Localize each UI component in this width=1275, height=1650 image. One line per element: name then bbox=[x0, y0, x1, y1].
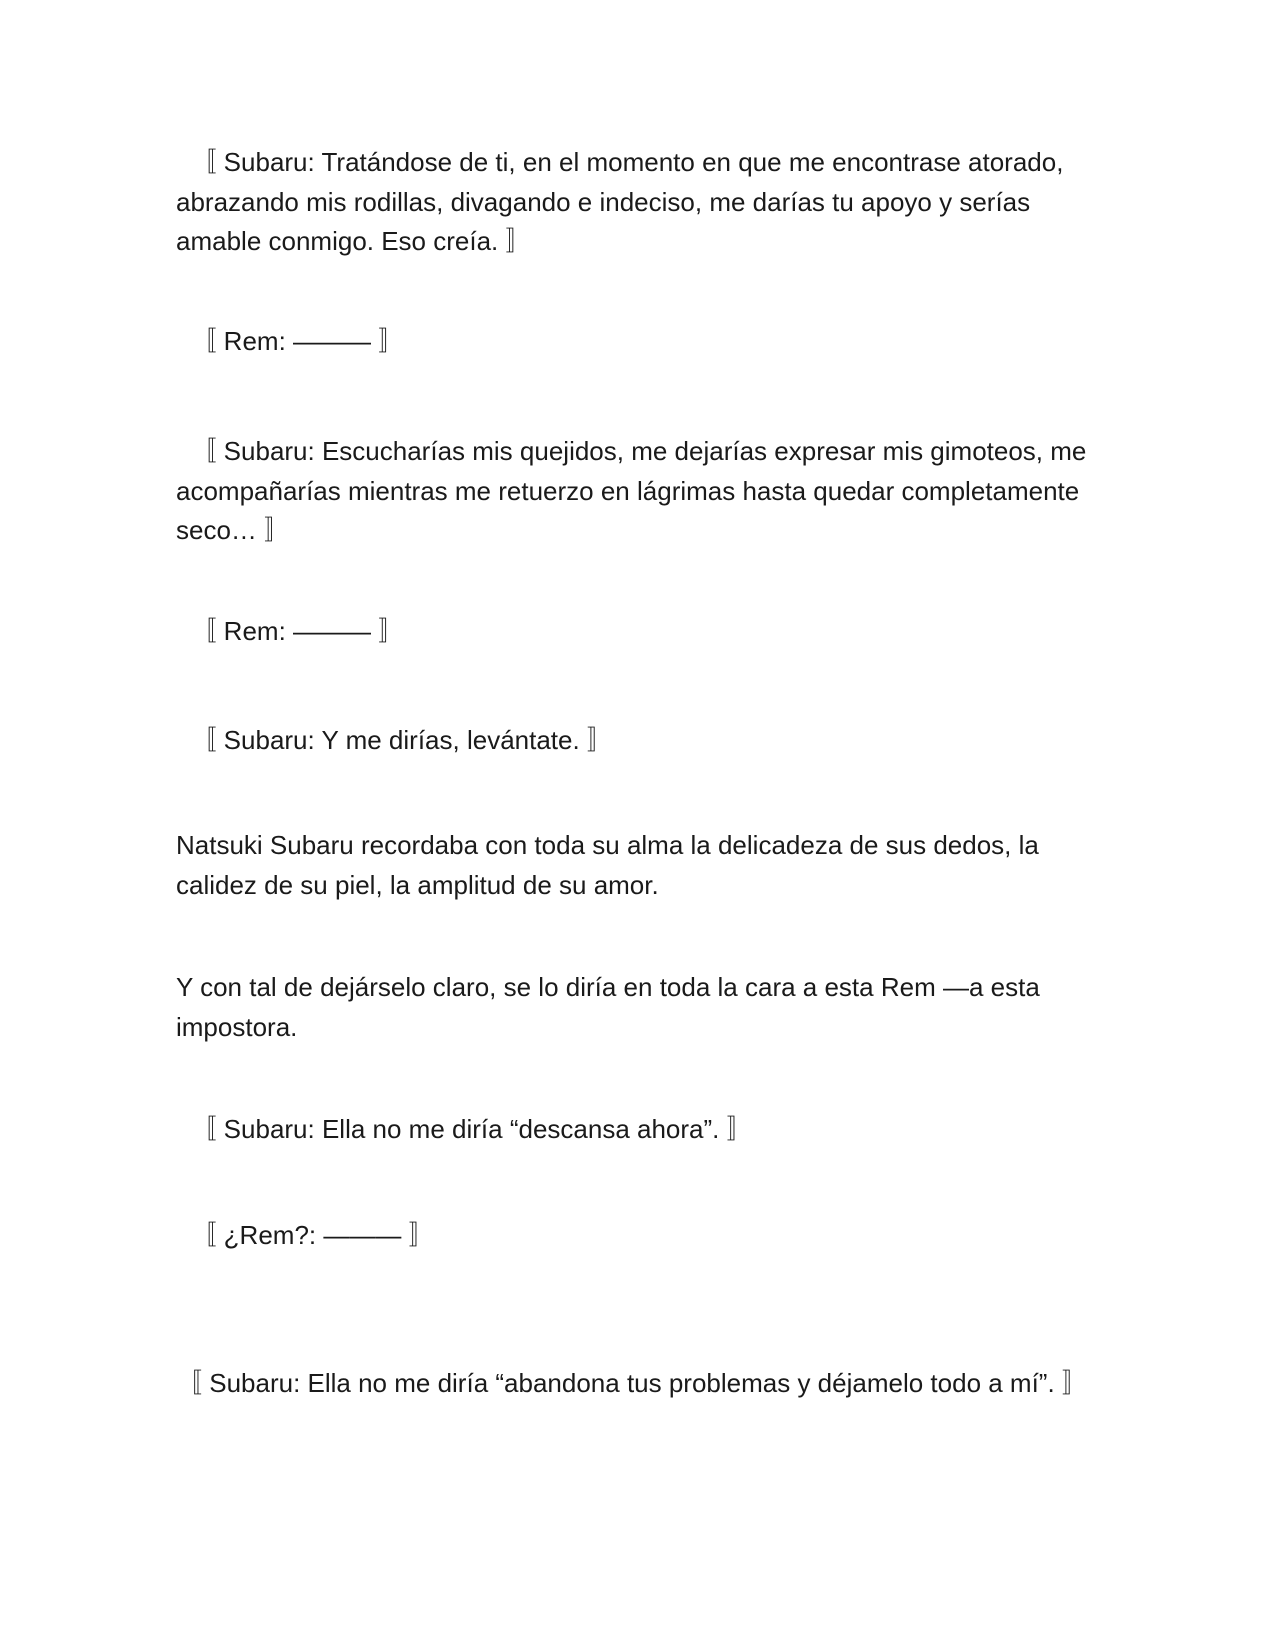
paragraph-subaru-3: 〚 Subaru: Y me dirías, levántate. 〛 bbox=[176, 725, 613, 755]
paragraph-narration-2: Y con tal de dejárselo claro, se lo diría en toda la cara a esta Rem —a esta impostora. bbox=[176, 972, 1048, 1042]
paragraph-subaru-4: 〚 Subaru: Ella no me diría “descansa ahora”. 〛 bbox=[176, 1114, 753, 1144]
paragraph-rem-1: 〚 Rem: ——— 〛 bbox=[176, 326, 405, 356]
paragraph-subaru-1: 〚 Subaru: Tratándose de ti, en el momento en que me encontrase atorado, abrazando mis rodillas, divagando e indeciso, me darías tu apoyo y serías amable conmigo. Eso creía. 〛 bbox=[176, 147, 1071, 256]
paragraph-narration-1: Natsuki Subaru recordaba con toda su alma la delicadeza de sus dedos, la calidez de su piel, la amplitud de su amor. bbox=[176, 830, 1047, 900]
paragraph-subaru-5: 〚 Subaru: Ella no me diría “abandona tus problemas y déjamelo todo a mí”. 〛 bbox=[176, 1328, 1088, 1398]
paragraph-subaru-2: 〚 Subaru: Escucharías mis quejidos, me dejarías expresar mis gimoteos, me acompañarías mientras me retuerzo en lágrimas hasta quedar completamente seco… 〛 bbox=[176, 436, 1094, 545]
paragraph-rem-2: 〚 Rem: ——— 〛 bbox=[176, 616, 405, 646]
paragraph-rem-3: 〚 ¿Rem?: ——— 〛 bbox=[176, 1220, 435, 1250]
